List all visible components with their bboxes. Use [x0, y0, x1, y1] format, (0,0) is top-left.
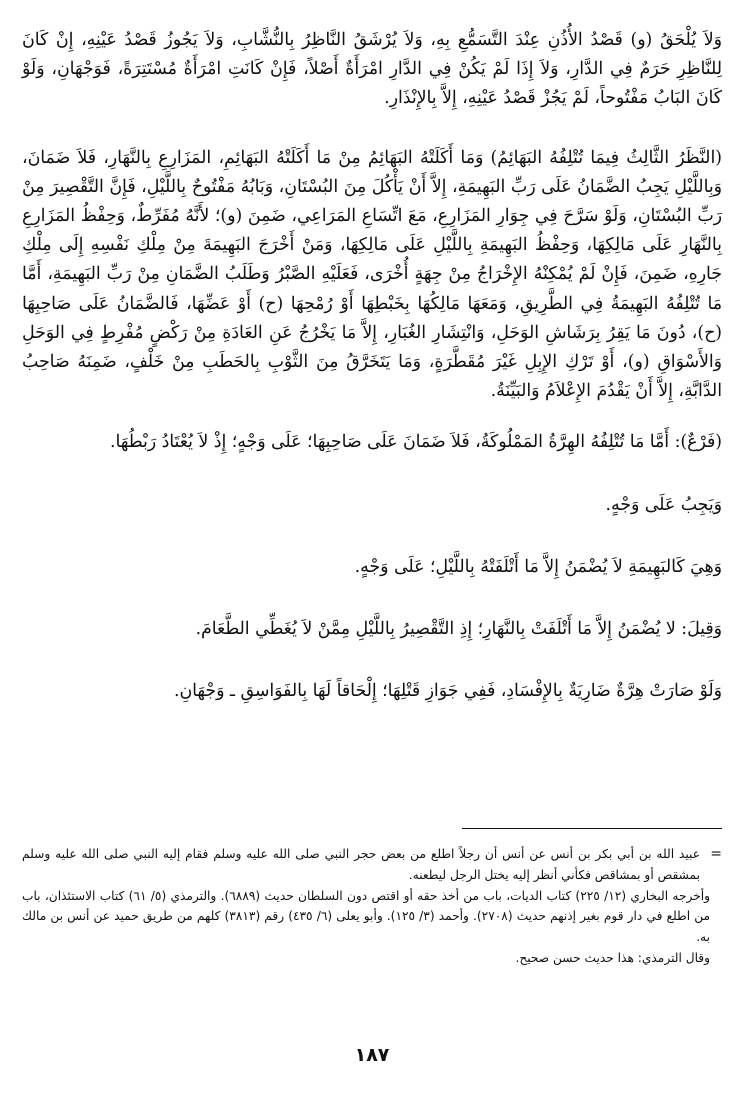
paragraph-animal-damages: (النَّظَرُ الثَّالِثُ فِيمَا تُتْلِفُهُ البَهَائِمُ) وَمَا أَكَلَتْهُ البَهَائِمُ مِنْ مَا أَكَلَتْهُ البَهَائِمِ، المَزَارِعِ بِالنَّهَارِ، فَلاَ ضَمَانَ، وَبِاللَّيْلِ يَجِبُ الضَّمَانُ عَلَى رَبِّ البَهِيمَةِ، إِلاَّ أَنْ يَأْكُلَ مِنَ البُسْتَانِ، وَبَابُهُ مَفْتُوحٌ بِاللَّيْلِ، فَإِنَّ التَّقْصِيرَ مِنْ رَبِّ البُسْتَانِ، وَلَوْ سَرَّحَ فِي جِوَارِ المَزَارِعِ، مَعَ اتِّسَاعِ المَرَاعِي، ضَمِنَ (و)؛ لأَنَّهُ مُفَرِّطٌ، وَحِفْظُ المَزَارِعِ بِالنَّهَارِ عَلَى مَالِكِهَا، وَحِفْظُ البَهِيمَةِ بِاللَّيْلِ عَلَى مَالِكِهَا، وَمَنْ أَخْرَجَ البَهِيمَةَ مِنْ مِلْكِ نَفْسِهِ إِلَى مِلْكِ جَارِهِ، ضَمِنَ، فَإِنْ لَمْ يُمْكِنْهُ الإِخْرَاجُ مِنْ جِهَةٍ أُخْرَى، فَعَلَيْهِ الصَّبْرُ وَطَلَبُ الضَّمَانِ مِنْ رَبِّ البَهِيمَةِ، أَمَّا مَا تُتْلِفُهُ البَهِيمَةُ فِي الطَّرِيقِ، وَمَعَهَا مَالِكُهَا بِخَبْطِهَا أَوْ رُمْحِهَا (ح) أَوْ عَضِّهَا، فَالضَّمَانُ عَلَى صَاحِبِهَا (ح)، دُونَ مَا يَقِرُ بِرَشَاشِ الوَحَلِ، وَانْتِشَارِ الغُبَارِ، إِلاَّ مَا يَخْرُجُ عَنِ العَادَةِ مِنْ رَكْضٍ مُفْرِطٍ فِي الوَحَلِ وَالأَسْوَاقِ (و)، أَوْ تَرْكِ الإِبِلِ غَيْرَ مُقَطَّرَةٍ، وَمَا يَتَخَرَّقُ مِنَ الثَّوْبِ بِالحَطَبِ مِنْ خَلْفٍ، ضَمِنَهُ صَاحِبُ الدَّابَّةِ، إِلاَّ أَنْ يَقْدُمَ الإِعْلاَمُ وَالبَيِّنَةُ. — [22, 147, 722, 402]
page-number: ١٨٧ — [354, 1044, 390, 1066]
paragraph-like-animal: وَهِيَ كَالبَهِيمَةِ لاَ يُضْمَنُ إِلاَّ مَا أَتْلَفَتْهُ بِاللَّيْلِ؛ عَلَى وَجْهٍ. — [354, 556, 722, 577]
footnote-hadith-text — [22, 844, 722, 886]
paragraph-it-was-said: وَقِيلَ: لا يُضْمَنُ إِلاَّ مَا أَتْلَفَتْ بِالنَّهَارِ؛ إِذِ التَّقْصِيرُ بِاللَّيْلِ مِمَّنْ لاَ يُغَطِّي الطَّعَامَ. — [195, 619, 722, 640]
paragraph-obligatory-view: وَيَجِبُ عَلَى وَجْهٍ. — [605, 494, 722, 515]
footnote-divider — [462, 828, 722, 829]
footnote-continuation-marker: = — [710, 846, 722, 862]
footnote-tirmidhi-grading: وقال الترمذي: هذا حديث حسن صحيح. — [515, 950, 710, 965]
book-page — [22, 26, 722, 1076]
footnote-line-1: عبيد الله بن أبي بكر بن أنس عن أنس أن رجلاً اطلع من بعض حجر النبي صلى الله عليه وسلم فقام إليه النبي صلى الله عليه وسلم بمشقص أو بمشاقص فكأني أنظر إليه يختل الرجل ليطعنه. — [22, 847, 700, 882]
paragraph-no-pursuit-of-eye: وَلاَ يُلْحَقُ (و) قَصْدُ الأُذُنِ عِنْدَ التَّسَمُّعِ بِهِ، وَلاَ يُرْشَقُ النَّاظِرُ بِالنُّشَّابِ، وَلاَ يَجُوزُ قَصْدُ عَيْنِهِ، إِنْ كَانَ لِلنَّاظِرِ حَرَمٌ فِي الدَّارِ، وَلاَ إِذَا لَمْ يَكُنْ فِي الدَّارِ امْرَأَةٌ أَصْلاً، فَإِنْ كَانَتِ امْرَأَةٌ مُسْتَتِرَةً، فَوَجْهَانِ، وَلَوْ كَانَ البَابُ مَفْتُوحاً، لَمْ يَجُزْ قَصْدُ عَيْنِهِ، إِلاَّ بِالإِنْذَارِ. — [22, 30, 722, 109]
paragraph-vicious-cat: وَلَوْ صَارَتْ هِرَّةٌ ضَارِيَةٌ بِالإِفْسَادِ، فَفِي جَوَازِ قَتْلِهَا؛ إِلْحَاقاً لَهَا بِالفَوَاسِقِ ـ وَجْهَانِ. — [173, 681, 722, 702]
paragraph-branch-cat: (فَرْعٌ): أَمَّا مَا تُتْلِفُهُ الهِرَّةُ المَمْلُوكَةُ، فَلاَ ضَمَانَ عَلَى صَاحِبِهَا؛ عَلَى وَجْهٍ؛ إِذْ لاَ يُعْتَادُ رَبْطُهَا. — [110, 432, 722, 453]
footnote-takhrij: وأخرجه البخاري (١٢/ ٢٢٥) كتاب الديات، باب من أخذ حقه أو اقتص دون السلطان حديث (٦٨٨٩). والترمذي (٥/ ٦١) كتاب الاستئذان، باب من اطلع في دار قوم بغير إذنهم حديث (٢٧٠٨). وأحمد (٣/ ١٢٥). وأبو يعلى (٦/ ٤٣٥) رقم (٣٨١٣) كلهم من طريق حميد عن أنس بن مالك به. — [22, 888, 711, 945]
footnotes — [22, 844, 722, 969]
main-text — [22, 26, 722, 706]
